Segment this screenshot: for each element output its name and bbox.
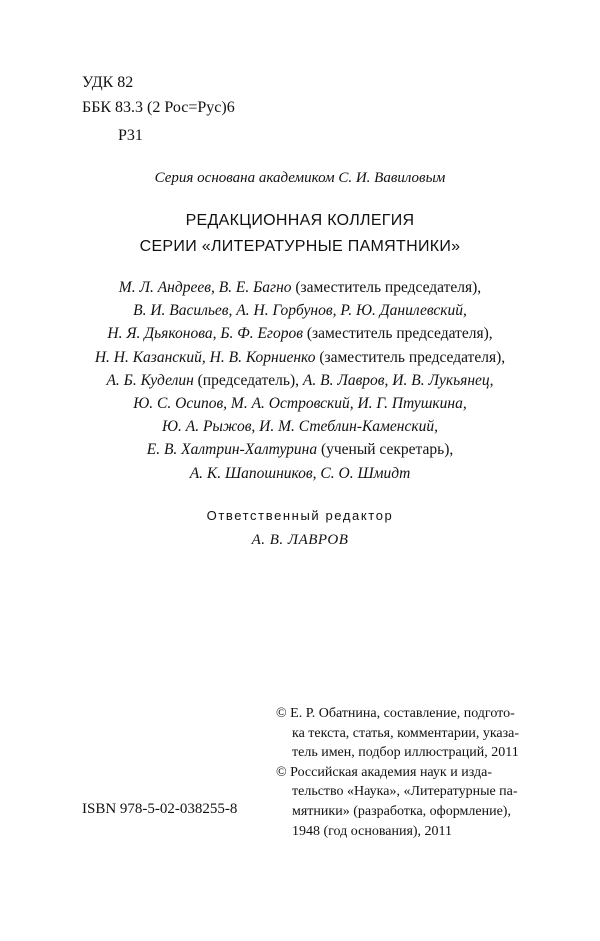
series-note: Серия основана академиком С. И. Вавиловым — [154, 170, 446, 186]
board-title-line-1: РЕДАКЦИОННАЯ КОЛЛЕГИЯ — [185, 212, 415, 229]
copyright-line: тель имен, подбор иллюстраций, 2011 — [292, 745, 519, 761]
members-line: М. Л. Андреев, В. Е. Багно (заместитель председателя), — [118, 279, 482, 296]
responsible-editor-label: Ответственный редактор — [206, 508, 394, 523]
members-line: Ю. А. Рыжов, И. М. Стеблин-Каменский, — [161, 418, 438, 436]
udk-code: УДК 82 — [82, 74, 134, 91]
members-line: Ю. С. Осипов, М. А. Островский, И. Г. Птушкина, — [133, 395, 467, 413]
classification-codes — [82, 70, 235, 148]
isbn: ISBN 978-5-02-038255-8 — [82, 801, 238, 817]
copyright-line: тельство «Наука», «Литературные па- — [292, 784, 518, 800]
copyright-line: мятники» (разработка, оформление), — [292, 803, 511, 819]
copyright-line: ка текста, статья, комментарии, указа- — [292, 725, 520, 741]
author-mark: Р31 — [118, 127, 143, 144]
members-line: А. К. Шапошников, С. О. Шмидт — [189, 464, 411, 482]
bbk-code: ББК 83.3 (2 Рос=Рус)6 — [82, 99, 235, 116]
copyright-line: © Российская академия наук и изда- — [276, 764, 492, 780]
copyright-line: © Е. Р. Обатнина, составление, подгото- — [276, 706, 515, 721]
board-title-line-2: СЕРИИ «ЛИТЕРАТУРНЫЕ ПАМЯТНИКИ» — [139, 238, 461, 255]
copyright-line: 1948 (год основания), 2011 — [292, 823, 453, 839]
editorial-board-title — [0, 208, 600, 260]
members-line: В. И. Васильев, А. Н. Горбунов, Р. Ю. Данилевский, — [133, 302, 467, 320]
members-line: А. Б. Куделин (председатель), А. В. Лавров, И. В. Лукьянец, — [106, 371, 494, 389]
members-line: Е. В. Халтрин-Халтурина (ученый секретарь), — [146, 441, 454, 459]
copyright-block — [276, 704, 519, 841]
responsible-editor-name: А. В. ЛАВРОВ — [251, 532, 349, 548]
members-line: Н. Я. Дьяконова, Б. Ф. Егоров (заместитель председателя), — [107, 325, 493, 343]
members-line: Н. Н. Казанский, Н. В. Корниенко (заместитель председателя), — [94, 348, 506, 366]
editorial-board-members — [0, 276, 600, 485]
